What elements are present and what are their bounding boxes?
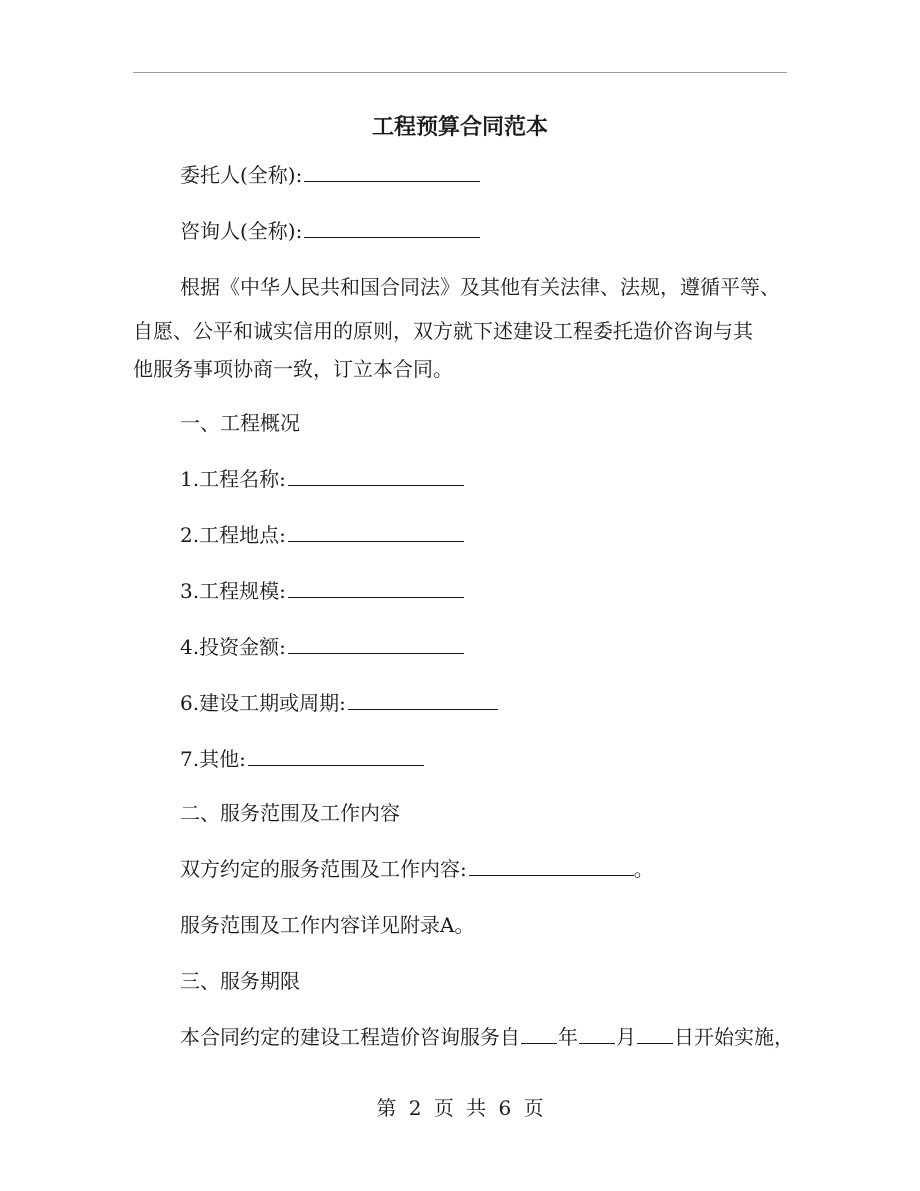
item-blank xyxy=(348,689,498,710)
item-other xyxy=(180,744,424,774)
item-label: 3.工程规模: xyxy=(180,579,286,603)
item-blank xyxy=(288,521,464,542)
preamble-line-2: 自愿、公平和诚实信用的原则，双方就下述建设工程委托造价咨询与其 xyxy=(133,319,753,343)
item-label: 6.建设工期或周期: xyxy=(180,691,346,715)
client-line xyxy=(180,160,480,190)
item-blank xyxy=(288,577,464,598)
service-scope-detail: 服务范围及工作内容详见附录A。 xyxy=(180,913,475,937)
day-blank xyxy=(637,1023,673,1044)
item-label: 2.工程地点: xyxy=(180,523,286,547)
consultant-label: 咨询人(全称): xyxy=(180,219,303,243)
item-investment-amount xyxy=(180,632,464,662)
item-project-scale xyxy=(180,576,464,606)
item-construction-period xyxy=(180,688,498,718)
month-label: 月 xyxy=(616,1025,636,1049)
service-scope-blank xyxy=(469,855,634,876)
section3-heading: 三、服务期限 xyxy=(180,969,300,993)
item-blank xyxy=(248,745,424,766)
header-rule xyxy=(133,72,787,73)
item-label: 1.工程名称: xyxy=(180,467,286,491)
service-term-tail: 日开始实施， xyxy=(674,1025,794,1049)
service-scope-end: 。 xyxy=(633,857,654,881)
consultant-line xyxy=(180,216,480,246)
item-project-location xyxy=(180,520,464,550)
consultant-blank xyxy=(304,217,480,238)
item-blank xyxy=(288,633,464,654)
service-scope-label: 双方约定的服务范围及工作内容: xyxy=(180,857,467,881)
item-label: 7.其他: xyxy=(180,747,246,771)
year-label: 年 xyxy=(558,1025,578,1049)
client-label: 委托人(全称): xyxy=(180,163,303,187)
preamble-line-3: 他服务事项协商一致，订立本合同。 xyxy=(133,357,453,381)
service-term-start: 本合同约定的建设工程造价咨询服务自 xyxy=(180,1025,520,1049)
page-footer: 第 2 页 共 6 页 xyxy=(376,1096,544,1120)
item-label: 4.投资金额: xyxy=(180,635,286,659)
item-blank xyxy=(288,465,464,486)
service-scope-line xyxy=(180,854,654,884)
client-blank xyxy=(304,161,480,182)
preamble-line-1: 根据《中华人民共和国合同法》及其他有关法律、法规，遵循平等、 xyxy=(180,275,780,299)
year-blank xyxy=(521,1023,557,1044)
document-title: 工程预算合同范本 xyxy=(371,114,548,140)
month-blank xyxy=(579,1023,615,1044)
service-term-line xyxy=(180,1022,794,1052)
section2-heading: 二、服务范围及工作内容 xyxy=(180,801,400,825)
section1-heading: 一、工程概况 xyxy=(180,411,300,435)
item-project-name xyxy=(180,464,464,494)
